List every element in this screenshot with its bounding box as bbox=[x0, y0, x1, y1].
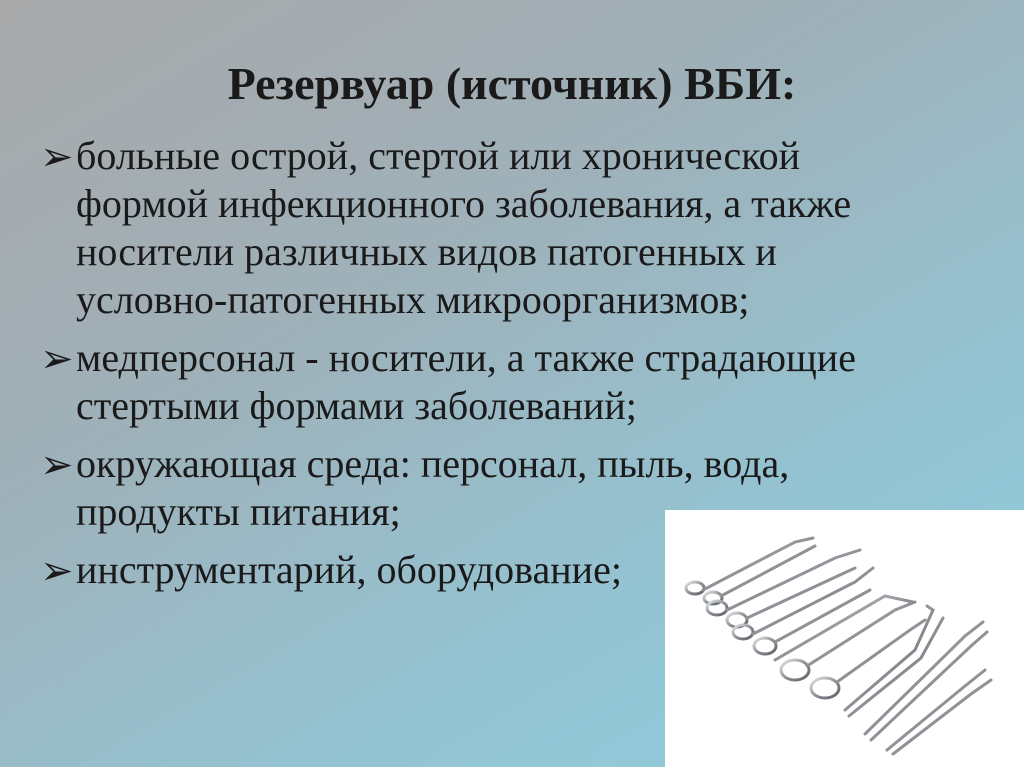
arrowhead-bullet-icon: ➢ bbox=[40, 548, 74, 593]
bullet-line: формой инфекционного заболевания, а также bbox=[76, 181, 852, 226]
arrowhead-bullet-icon: ➢ bbox=[40, 134, 74, 179]
bullet-item bbox=[40, 334, 940, 430]
arrowhead-bullet-icon: ➢ bbox=[40, 336, 74, 381]
surgical-instruments-image bbox=[665, 510, 1024, 767]
slide-title: Резервуар (источник) ВБИ: bbox=[227, 58, 797, 109]
bullet-item bbox=[40, 132, 940, 324]
bullet-line: медперсонал - носители, а также страдающие bbox=[76, 335, 856, 380]
bullet-line: условно-патогенных микроорганизмов; bbox=[76, 277, 750, 322]
bullet-line: продукты питания; bbox=[76, 489, 401, 534]
bullet-line: инструментарий, оборудование; bbox=[76, 547, 622, 592]
bullet-line: носители различных видов патогенных и bbox=[76, 229, 777, 274]
bullet-line: окружающая среда: персонал, пыль, вода, bbox=[76, 441, 790, 486]
arrowhead-bullet-icon: ➢ bbox=[40, 442, 74, 487]
bullet-line: больные острой, стертой или хронической bbox=[76, 133, 801, 178]
surgical-instruments-icon bbox=[665, 510, 1024, 767]
bullet-line: стертыми формами заболеваний; bbox=[76, 383, 637, 428]
